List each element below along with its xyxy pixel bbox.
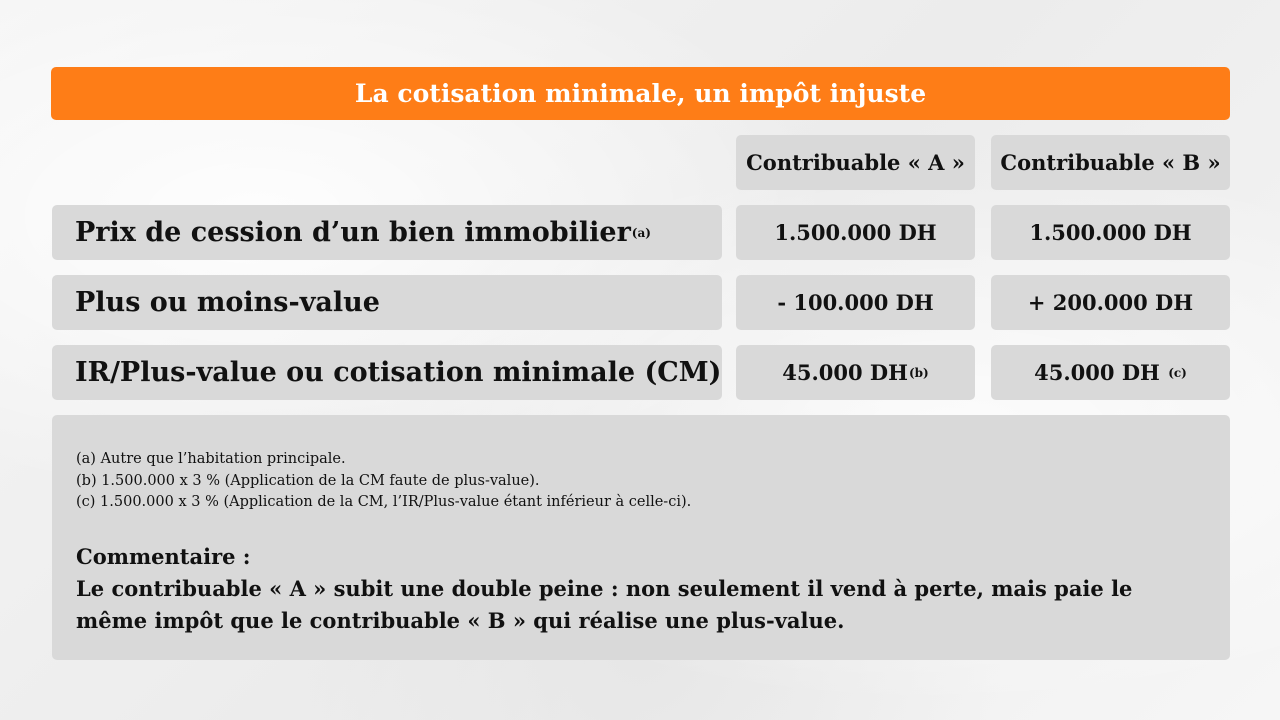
- row-label-capital-gain: [52, 275, 722, 330]
- cell-a-capital-gain: [736, 275, 975, 330]
- cell-b-sale-price: [991, 205, 1230, 260]
- column-header-b-label: Contribuable « B »: [1000, 150, 1221, 175]
- column-header-a: [736, 135, 975, 190]
- row-label-sale-price: Prix de cession d’un bien immobilier (a): [52, 205, 722, 260]
- row-label-text: Prix de cession d’un bien immobilier: [75, 217, 631, 248]
- footnote-b: (b) 1.500.000 x 3 % (Application de la CM faute de plus-value).: [76, 472, 540, 489]
- cell-b-tax: 45.000 DH (c): [991, 345, 1230, 400]
- footnote-c: (c) 1.500.000 x 3 % (Application de la CM, l’IR/Plus-value étant inférieur à celle-ci).: [76, 494, 692, 510]
- footnote-a: (a) Autre que l’habitation principale.: [76, 451, 346, 467]
- cell-a-tax: 45.000 DH (b): [736, 345, 975, 400]
- column-header-a-label: Contribuable « A »: [746, 150, 965, 175]
- slide-title-text: La cotisation minimale, un impôt injuste: [354, 79, 927, 108]
- cell-a-sale-price: [736, 205, 975, 260]
- column-header-b: [991, 135, 1230, 190]
- cell-value: - 100.000 DH: [777, 290, 934, 315]
- cell-value: 45.000 DH: [1034, 360, 1160, 385]
- row-label-tax: [52, 345, 722, 400]
- slide-title: [51, 67, 1230, 120]
- cell-value: + 200.000 DH: [1027, 290, 1194, 315]
- cell-value: 1.500.000 DH: [1029, 220, 1192, 245]
- cell-value: 1.500.000 DH: [774, 220, 937, 245]
- cell-b-capital-gain: [991, 275, 1230, 330]
- notes-panel: [52, 415, 1230, 660]
- comment-title: Commentaire :: [76, 543, 251, 569]
- row-label-text: IR/Plus-value ou cotisation minimale (CM): [75, 357, 722, 388]
- comment-text: Le contribuable « A » subit une double peine : non seulement il vend à perte, mais paie le même impôt que le contribuable « B » qui réalise une plus-value.: [76, 575, 1133, 633]
- row-label-text: Plus ou moins-value: [75, 287, 380, 318]
- cell-value: 45.000 DH: [782, 360, 908, 385]
